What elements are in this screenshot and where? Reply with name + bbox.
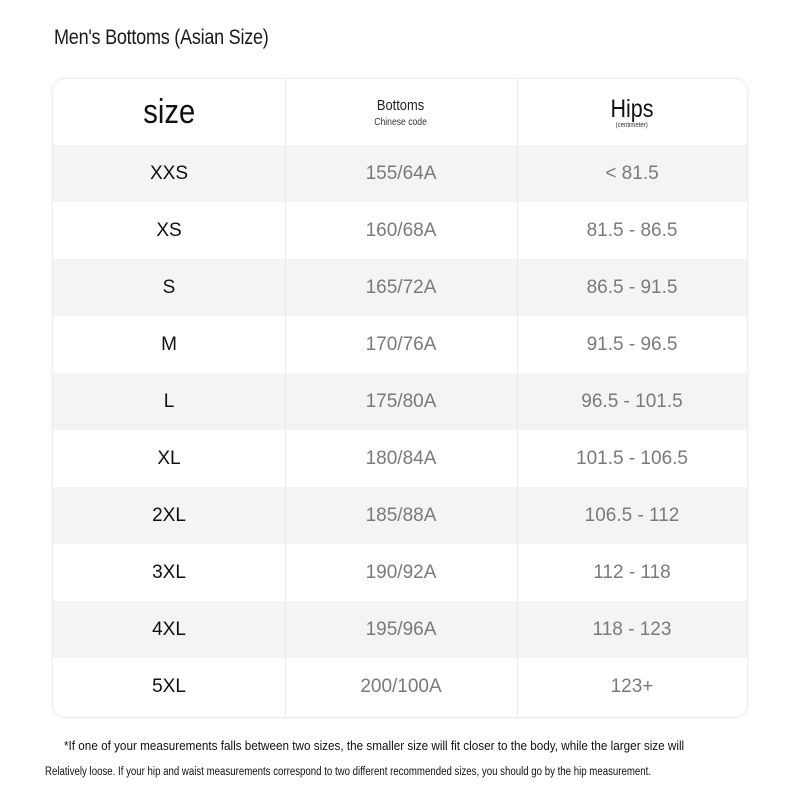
table-row (53, 487, 747, 544)
table-header-row (53, 79, 747, 145)
size-cell: 2XL (152, 504, 186, 526)
hips-range-cell: 81.5 - 86.5 (586, 219, 678, 241)
size-cell: 4XL (152, 618, 186, 640)
size-cell: S (162, 276, 176, 298)
size-cell: L (163, 390, 175, 412)
table-row (53, 373, 747, 430)
chinese-code-cell: 160/68A (365, 219, 437, 241)
chinese-code-cell: 185/88A (365, 504, 437, 526)
header-bottoms-sublabel: Chinese code (374, 116, 428, 128)
size-cell: M (161, 333, 177, 355)
chinese-code-cell: 155/64A (365, 162, 437, 184)
table-row (53, 601, 747, 658)
size-cell: XL (157, 447, 181, 469)
chinese-code-cell: 195/96A (365, 618, 437, 640)
header-hips-cell (517, 79, 747, 145)
table-row (53, 259, 747, 316)
size-cell: 5XL (152, 675, 186, 697)
table-row (53, 202, 747, 259)
table-row (53, 544, 747, 601)
chinese-code-cell: 165/72A (365, 276, 437, 298)
header-size-cell (53, 79, 285, 145)
header-hips-unit: (centimeter) (615, 121, 649, 129)
hips-range-cell: 91.5 - 96.5 (586, 333, 678, 355)
footnote-line-2: Relatively loose. If your hip and waist measurements correspond to two different recommended sizes, you should go by the hip measurement. (45, 766, 652, 778)
size-cell: 3XL (152, 561, 186, 583)
size-cell: XXS (149, 162, 189, 184)
hips-range-cell: 112 - 118 (593, 561, 671, 583)
header-size-label: size (142, 92, 196, 131)
chinese-code-cell: 190/92A (365, 561, 437, 583)
table-row (53, 658, 747, 715)
chinese-code-cell: 170/76A (365, 333, 437, 355)
table-row (53, 316, 747, 373)
table-row (53, 430, 747, 487)
hips-range-cell: 106.5 - 112 (584, 504, 680, 526)
page-title: Men's Bottoms (Asian Size) (54, 26, 269, 49)
hips-range-cell: 118 - 123 (592, 618, 672, 640)
chinese-code-cell: 200/100A (360, 675, 442, 697)
column-divider (285, 79, 286, 717)
hips-range-cell: 123+ (610, 675, 654, 697)
chinese-code-cell: 180/84A (365, 447, 437, 469)
hips-range-cell: 101.5 - 106.5 (576, 447, 688, 469)
size-chart-table (52, 78, 748, 718)
footnote-line-1: *If one of your measurements falls between two sizes, the smaller size will fit closer to the body, while the larger size will (64, 738, 685, 753)
header-bottoms-label: Bottoms (377, 96, 425, 114)
hips-range-cell: < 81.5 (605, 162, 659, 184)
column-divider (517, 79, 518, 717)
chinese-code-cell: 175/80A (365, 390, 437, 412)
header-hips-label: Hips (610, 94, 654, 123)
table-row (53, 145, 747, 202)
hips-range-cell: 86.5 - 91.5 (586, 276, 678, 298)
header-bottoms-cell (285, 79, 517, 145)
hips-range-cell: 96.5 - 101.5 (581, 390, 683, 412)
size-cell: XS (156, 219, 182, 241)
